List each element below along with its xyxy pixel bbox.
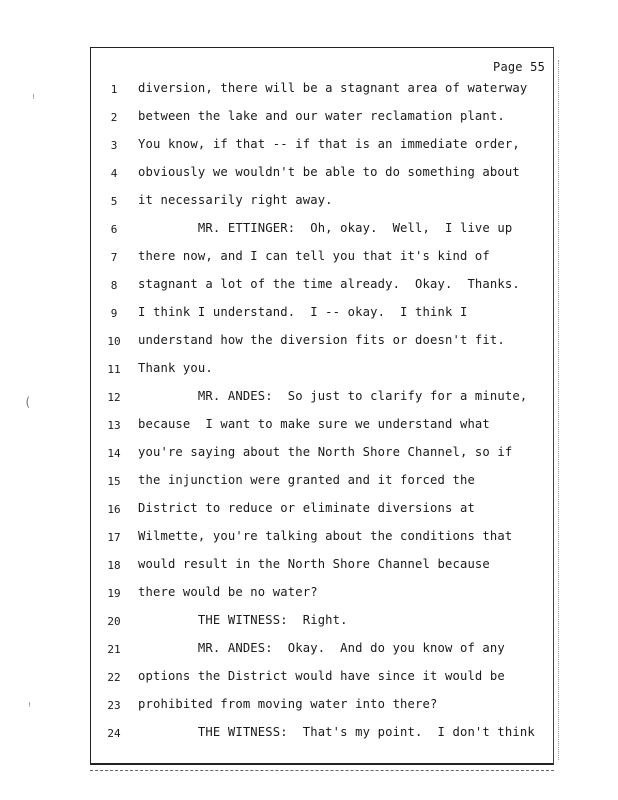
transcript-line	[91, 641, 553, 661]
transcript-line	[91, 333, 553, 353]
transcript-line	[91, 417, 553, 437]
left-margin-mark: (	[24, 395, 32, 409]
transcript-line	[91, 249, 553, 269]
line-number: 10	[107, 335, 121, 348]
transcript-page	[90, 47, 554, 765]
line-number: 6	[110, 223, 118, 236]
line-number: 13	[107, 419, 121, 432]
transcript-line	[91, 277, 553, 297]
page-number: Page 55	[493, 60, 545, 74]
transcript-line	[91, 669, 553, 689]
line-text: it necessarily right away.	[138, 193, 333, 207]
line-number: 17	[107, 531, 121, 544]
line-number: 18	[107, 559, 121, 572]
transcript-line	[91, 305, 553, 325]
line-number: 19	[107, 587, 121, 600]
line-number: 11	[107, 363, 121, 376]
line-number: 9	[110, 307, 118, 320]
line-number: 2	[110, 111, 118, 124]
line-text: the injunction were granted and it forced the	[138, 473, 475, 487]
line-text: options the District would have since it would be	[138, 669, 505, 683]
transcript-line	[91, 501, 553, 521]
line-text: MR. ANDES: So just to clarify for a minute,	[138, 389, 528, 403]
line-text: you're saying about the North Shore Channel, so if	[138, 445, 513, 459]
transcript-line	[91, 193, 553, 213]
line-number: 7	[110, 251, 118, 264]
line-text: I think I understand. I -- okay. I think I	[138, 305, 468, 319]
line-number: 22	[107, 671, 121, 684]
left-margin-mark: ꜝ	[26, 700, 34, 714]
line-text: there now, and I can tell you that it's kind of	[138, 249, 490, 263]
line-number: 16	[107, 503, 121, 516]
line-number: 15	[107, 475, 121, 488]
line-text: District to reduce or eliminate diversions at	[138, 501, 475, 515]
transcript-line	[91, 613, 553, 633]
line-number: 4	[110, 167, 118, 180]
transcript-line	[91, 445, 553, 465]
line-text: diversion, there will be a stagnant area of waterway	[138, 81, 528, 95]
line-number: 24	[107, 727, 121, 740]
line-number: 21	[107, 643, 121, 656]
transcript-line	[91, 361, 553, 381]
line-text: there would be no water?	[138, 585, 318, 599]
transcript-line	[91, 389, 553, 409]
line-text: You know, if that -- if that is an immediate order,	[138, 137, 520, 151]
line-text: understand how the diversion fits or doesn't fit.	[138, 333, 505, 347]
line-text: obviously we wouldn't be able to do something about	[138, 165, 520, 179]
transcript-line	[91, 221, 553, 241]
line-text: THE WITNESS: Right.	[138, 613, 348, 627]
line-number: 12	[107, 391, 121, 404]
line-text: MR. ANDES: Okay. And do you know of any	[138, 641, 505, 655]
transcript-line	[91, 81, 553, 101]
line-text: because I want to make sure we understand what	[138, 417, 490, 431]
transcript-line	[91, 529, 553, 549]
line-text: MR. ETTINGER: Oh, okay. Well, I live up	[138, 221, 513, 235]
transcript-line	[91, 473, 553, 493]
transcript-line	[91, 725, 553, 745]
line-number: 3	[110, 139, 118, 152]
line-text: between the lake and our water reclamation plant.	[138, 109, 505, 123]
line-number: 14	[107, 447, 121, 460]
bottom-rule	[90, 770, 554, 771]
line-text: Wilmette, you're talking about the conditions that	[138, 529, 513, 543]
left-margin-mark: ꜝ	[30, 92, 38, 106]
transcript-line	[91, 557, 553, 577]
line-text: would result in the North Shore Channel because	[138, 557, 490, 571]
transcript-line	[91, 137, 553, 157]
line-text: THE WITNESS: That's my point. I don't think	[138, 725, 535, 739]
line-number: 1	[110, 83, 118, 96]
line-text: Thank you.	[138, 361, 213, 375]
transcript-line	[91, 697, 553, 717]
line-text: prohibited from moving water into there?	[138, 697, 438, 711]
transcript-line	[91, 165, 553, 185]
line-number: 5	[110, 195, 118, 208]
line-number: 23	[107, 699, 121, 712]
transcript-line	[91, 109, 553, 129]
transcript-line	[91, 585, 553, 605]
line-number: 8	[110, 279, 118, 292]
right-margin-dots	[558, 60, 563, 760]
line-number: 20	[107, 615, 121, 628]
line-text: stagnant a lot of the time already. Okay. Thanks.	[138, 277, 520, 291]
